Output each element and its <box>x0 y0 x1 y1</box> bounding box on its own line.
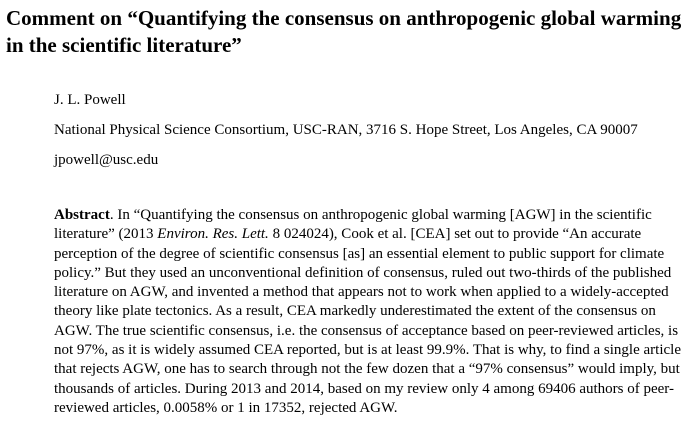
abstract-journal-name: Environ. Res. Lett. <box>157 226 269 243</box>
paper-title: Comment on “Quantifying the consensus on anthropogenic global warming in the scientific literature” <box>6 6 682 57</box>
abstract-label: Abstract <box>54 207 110 223</box>
abstract-text-part2: 8 024024), Cook et al. [CEA] set out to provide “An accurate perception of the degree of scientific consensus [as] an essential element to public support for climate policy.” But they used an unconventional definition of consensus, ruled out two-thirds of the published literature on AGW, and invented a method that appears not to work when applied to a widely-accepted theory like plate tectonics. As a result, CEA markedly underestimated the extent of the consensus on AGW. The true scientific consensus, i.e. the consensus of acceptance based on peer-reviewed articles, is not 97%, as it is widely assumed CEA reported, but is at least 99.9%. That is why, to find a single article that rejects AGW, one has to search through not the few dozen that a “97% consensus” would imply, but thousands of articles. During 2013 and 2014, based on my review only 4 among 69406 authors of peer-reviewed articles, 0.0058% or 1 in 17352, rejected AGW. <box>54 226 681 416</box>
abstract-text-part1: . In “Quantifying the consensus on anthropogenic global warming [AGW] in the scientific literature” (2013 <box>54 207 652 243</box>
abstract <box>54 206 690 418</box>
author-name: J. L. Powell <box>54 92 126 108</box>
author-email: jpowell@usc.edu <box>54 152 159 168</box>
author-affiliation: National Physical Science Consortium, USC-RAN, 3716 S. Hope Street, Los Angeles, CA 90007 <box>54 122 638 138</box>
